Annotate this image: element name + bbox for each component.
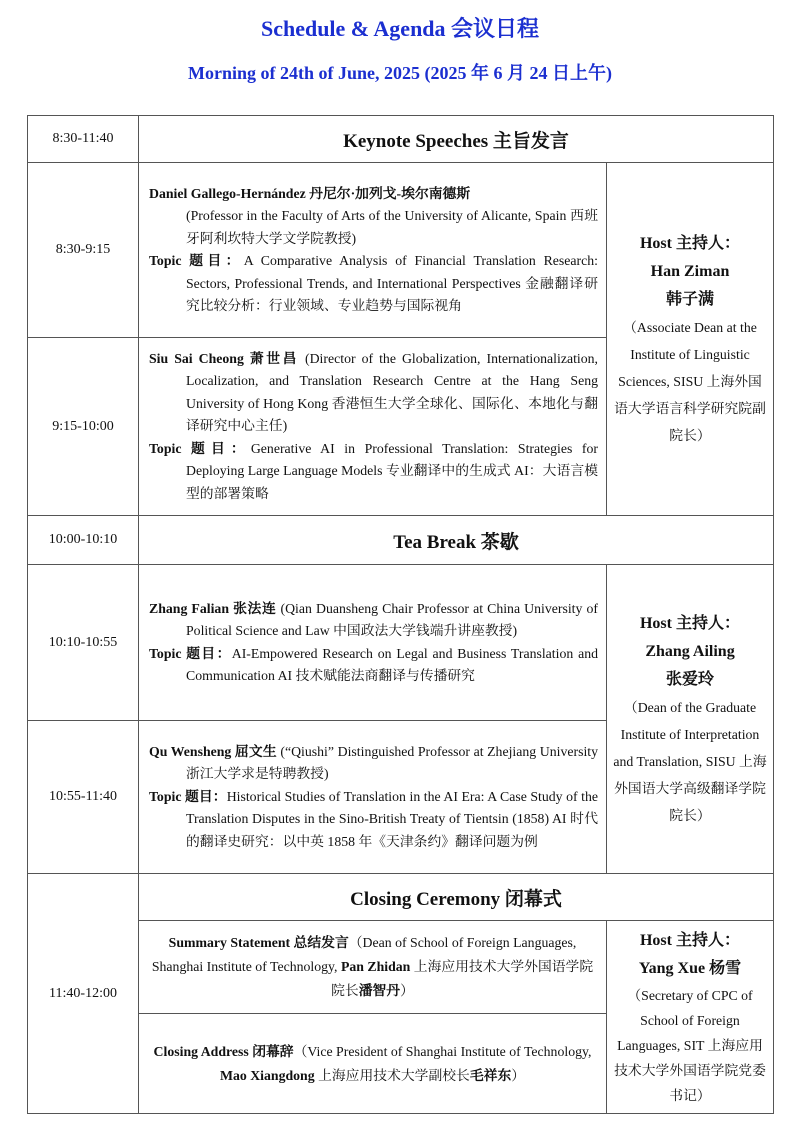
speaker-affiliation: (Director of the Globalization, Internationalization, Localization, and Translation Research Centre at the Hang Seng University of Hong Kong 香港恒生大学全球化、国际化、本地化与翻译研究中心主任) — [186, 350, 599, 434]
host-cell — [607, 163, 774, 516]
table-row — [28, 565, 774, 721]
summary-text-b: 上海应用技术大学外国语学院院长 — [331, 959, 594, 998]
host-label: Host 主持人： — [639, 234, 740, 252]
topic-text: A Comparative Analysis of Financial Translation Research: Sectors, Professional Trends, and International Perspectives 金融翻译研究比较分析：行业领域、专业趋势与国际视角 — [186, 253, 598, 313]
address-label: Closing Address 闭幕辞 — [153, 1043, 294, 1059]
host-title: （Associate Dean at the Institute of Linguistic Sciences, SISU 上海外国语大学语言科学研究院副院长） — [614, 319, 766, 443]
talk-time: 10:10-10:55 — [28, 565, 139, 721]
tea-break-time: 10:00-10:10 — [28, 516, 139, 565]
page-subtitle: Morning of 24th of June, 2025 (2025 年 6 月 24 日上午) — [188, 63, 612, 83]
speaker-line — [149, 348, 598, 438]
host-name-en: Zhang Ailing — [645, 642, 735, 660]
host-cell — [607, 565, 774, 874]
talk-time: 9:15-10:00 — [28, 338, 139, 516]
host-title: （Secretary of CPC of School of Foreign Languages, SIT 上海应用技术大学外国语学院党委书记） — [614, 987, 766, 1103]
speaker-line — [149, 598, 598, 643]
host-cell — [607, 921, 774, 1114]
summary-text-a: （Dean of School of Foreign Languages, Shanghai Institute of Technology, — [151, 935, 577, 974]
tea-break-row — [28, 516, 774, 565]
address-text-a: （Vice President of Shanghai Institute of Technology, — [293, 1043, 592, 1059]
address-text-b: 上海应用技术大学副校长 — [314, 1067, 470, 1083]
speaker-name: Qu Wensheng 屈文生 — [149, 743, 277, 759]
topic-label: Topic 题目： — [149, 645, 232, 661]
host-label: Host 主持人： — [639, 931, 740, 949]
table-row — [28, 921, 774, 1014]
talk-cell — [139, 338, 607, 516]
talk-cell — [139, 163, 607, 338]
page-title: Schedule & Agenda 会议日程 — [260, 16, 540, 41]
speaker-line — [149, 741, 598, 786]
tea-break-title: Tea Break 茶歇 — [139, 516, 774, 565]
closing-header-row — [28, 874, 774, 921]
topic-text: Generative AI in Professional Translation: Strategies for Deploying Large Language Models 专业翻译中的生成式 AI：大语言模型的部署策略 — [186, 440, 598, 501]
address-text-c: ） — [511, 1067, 526, 1083]
topic-text: AI-Empowered Research on Legal and Business Translation and Communication AI 技术赋能法商翻译与传播研究 — [186, 645, 598, 683]
host-name-en: Han Ziman — [650, 262, 730, 280]
talk-time: 8:30-9:15 — [28, 163, 139, 338]
speaker-affiliation: (“Qiushi” Distinguished Professor at Zhejiang University 浙江大学求是特聘教授) — [186, 743, 599, 782]
speaker-name: Zhang Falian 张法连 — [149, 600, 277, 616]
address-person-cn: 毛祥东 — [469, 1067, 512, 1083]
host-name-cn: 张爱玲 — [665, 670, 714, 688]
speaker-affiliation: (Professor in the Faculty of Arts of the University of Alicante, Spain 西班牙阿利坎特大学文学院教授) — [186, 208, 598, 246]
address-person-en: Mao Xiangdong — [219, 1067, 315, 1083]
host-title: （Dean of the Graduate Institute of Interpretation and Translation, SISU 上海外国语大学高级翻译学院院长） — [613, 699, 767, 823]
talk-topic — [149, 786, 598, 854]
topic-label: Topic 题目： — [149, 440, 251, 456]
talk-topic — [149, 250, 598, 318]
topic-label: Topic 题目： — [149, 253, 244, 268]
speaker-affiliation: (Qian Duansheng Chair Professor at China University of Political Science and Law 中国政法大学钱端升讲座教授) — [186, 600, 598, 638]
host-label: Host 主持人： — [639, 614, 740, 632]
summary-label: Summary Statement 总结发言 — [168, 935, 349, 950]
speaker-name: Siu Sai Cheong 萧世昌 — [149, 350, 299, 366]
talk-cell — [139, 565, 607, 721]
keynote-header-row — [28, 116, 774, 163]
host-name-cn: 韩子满 — [665, 290, 714, 308]
address-cell — [139, 1014, 607, 1114]
talk-topic — [149, 438, 598, 506]
keynote-title: Keynote Speeches 主旨发言 — [139, 116, 774, 163]
summary-cell — [139, 921, 607, 1014]
talk-cell — [139, 721, 607, 874]
topic-text: Historical Studies of Translation in the AI Era: A Case Study of the Translation Disputes in the Sino-British Treaty of Tientsin (1858) AI 时代的翻译史研究：以中英 1858 年《天津条约》翻译问题为例 — [186, 788, 598, 849]
talk-time: 10:55-11:40 — [28, 721, 139, 874]
topic-label: Topic 题目： — [149, 788, 227, 804]
closing-title: Closing Ceremony 闭幕式 — [139, 874, 774, 921]
host-name: Yang Xue 杨雪 — [638, 959, 742, 977]
speaker-name: Daniel Gallego-Hernández 丹尼尔·加列戈-埃尔南德斯 — [149, 185, 471, 201]
summary-person-en: Pan Zhidan — [340, 959, 411, 974]
agenda-table — [27, 115, 774, 1114]
keynote-time: 8:30-11:40 — [28, 116, 139, 163]
talk-topic — [149, 643, 598, 688]
summary-person-cn: 潘智丹 — [358, 983, 401, 998]
table-row — [28, 163, 774, 338]
summary-text-c: ） — [400, 983, 414, 998]
closing-time: 11:40-12:00 — [28, 874, 139, 1114]
